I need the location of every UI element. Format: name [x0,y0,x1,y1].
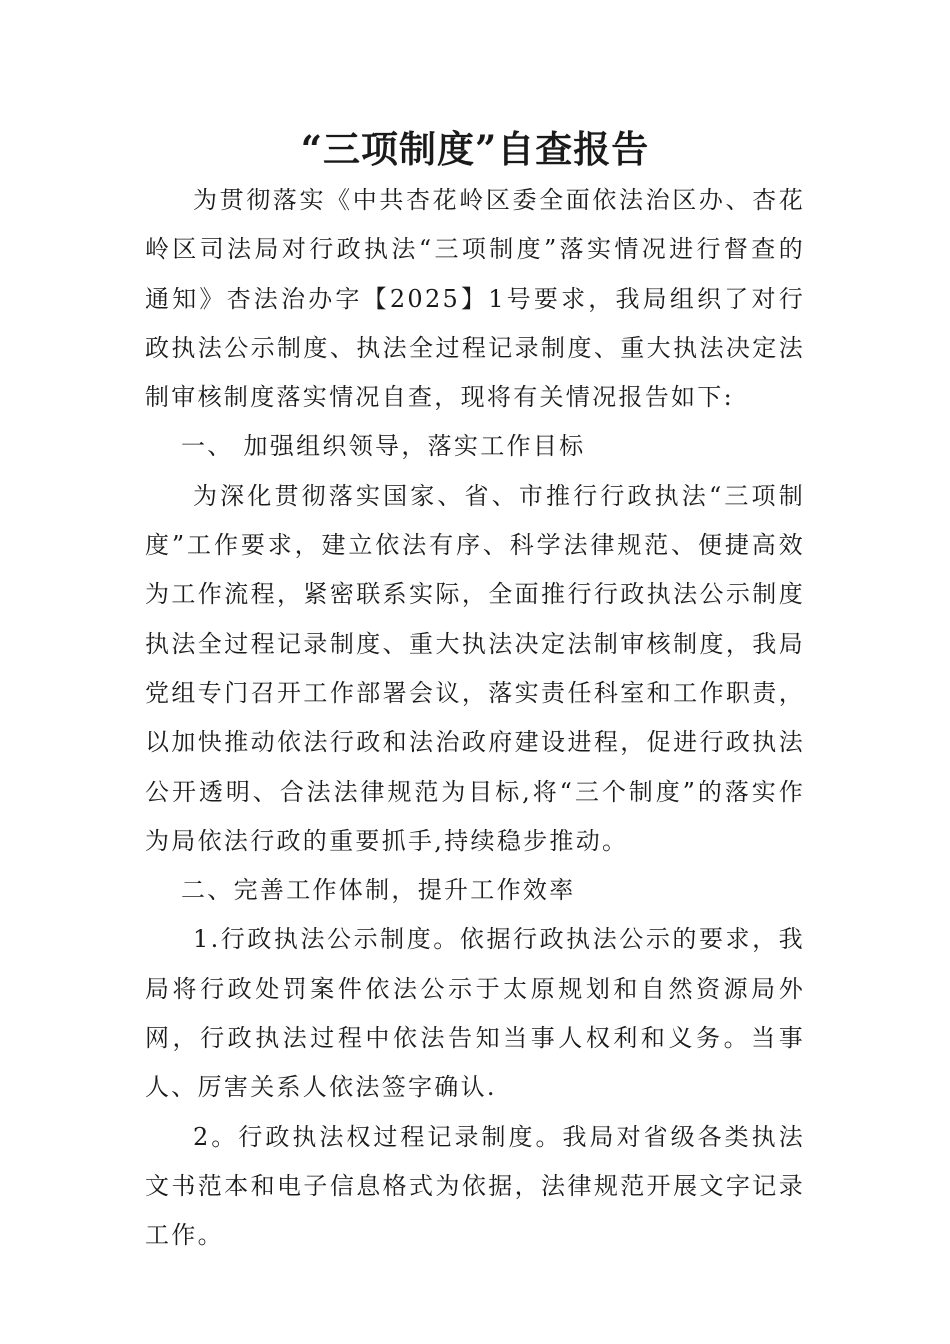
section-heading-1: 一、 加强组织领导，落实工作目标 [181,432,586,461]
document-title: “三项制度”自查报告 [300,127,650,171]
section-1-paragraph: 为深化贯彻落实国家、省、市推行行政执法“三项制度”工作要求，建立依法有序、科学法律规范、便捷高效为工作流程，紧密联系实际，全面推行行政执法公示制度执法全过程记录制度、重大执法决定法制审核制度，我局党组专门召开工作部署会议，落实责任科室和工作职责，以加快推动依法行政和法治政府建设进程，促进行政执法公开透明、合法法律规范为目标,将“三个制度”的落实作为局依法行政的重要抓手,持续稳步推动。 [145,481,805,855]
document-body [145,176,805,1261]
intro-paragraph: 为贯彻落实《中共杏花岭区委全面依法治区办、杏花岭区司法局对行政执法“三项制度”落实情况进行督查的通知》杏法治办字【2025】1号要求，我局组织了对行政执法公示制度、执法全过程记录制度、重大执法决定法制审核制度落实情况自查，现将有关情况报告如下: [145,186,805,412]
section-2-item-1: 1.行政执法公示制度。依据行政执法公示的要求，我局将行政处罚案件依法公示于太原规划和自然资源局外网，行政执法过程中依法告知当事人权利和义务。当事人、厉害关系人依法签字确认. [145,925,805,1102]
section-heading-2: 二、完善工作体制，提升工作效率 [181,876,576,905]
section-2-item-2: 2。行政执法权过程记录制度。我局对省级各类执法文书范本和电子信息格式为依据，法律规范开展文字记录工作。 [145,1122,805,1250]
